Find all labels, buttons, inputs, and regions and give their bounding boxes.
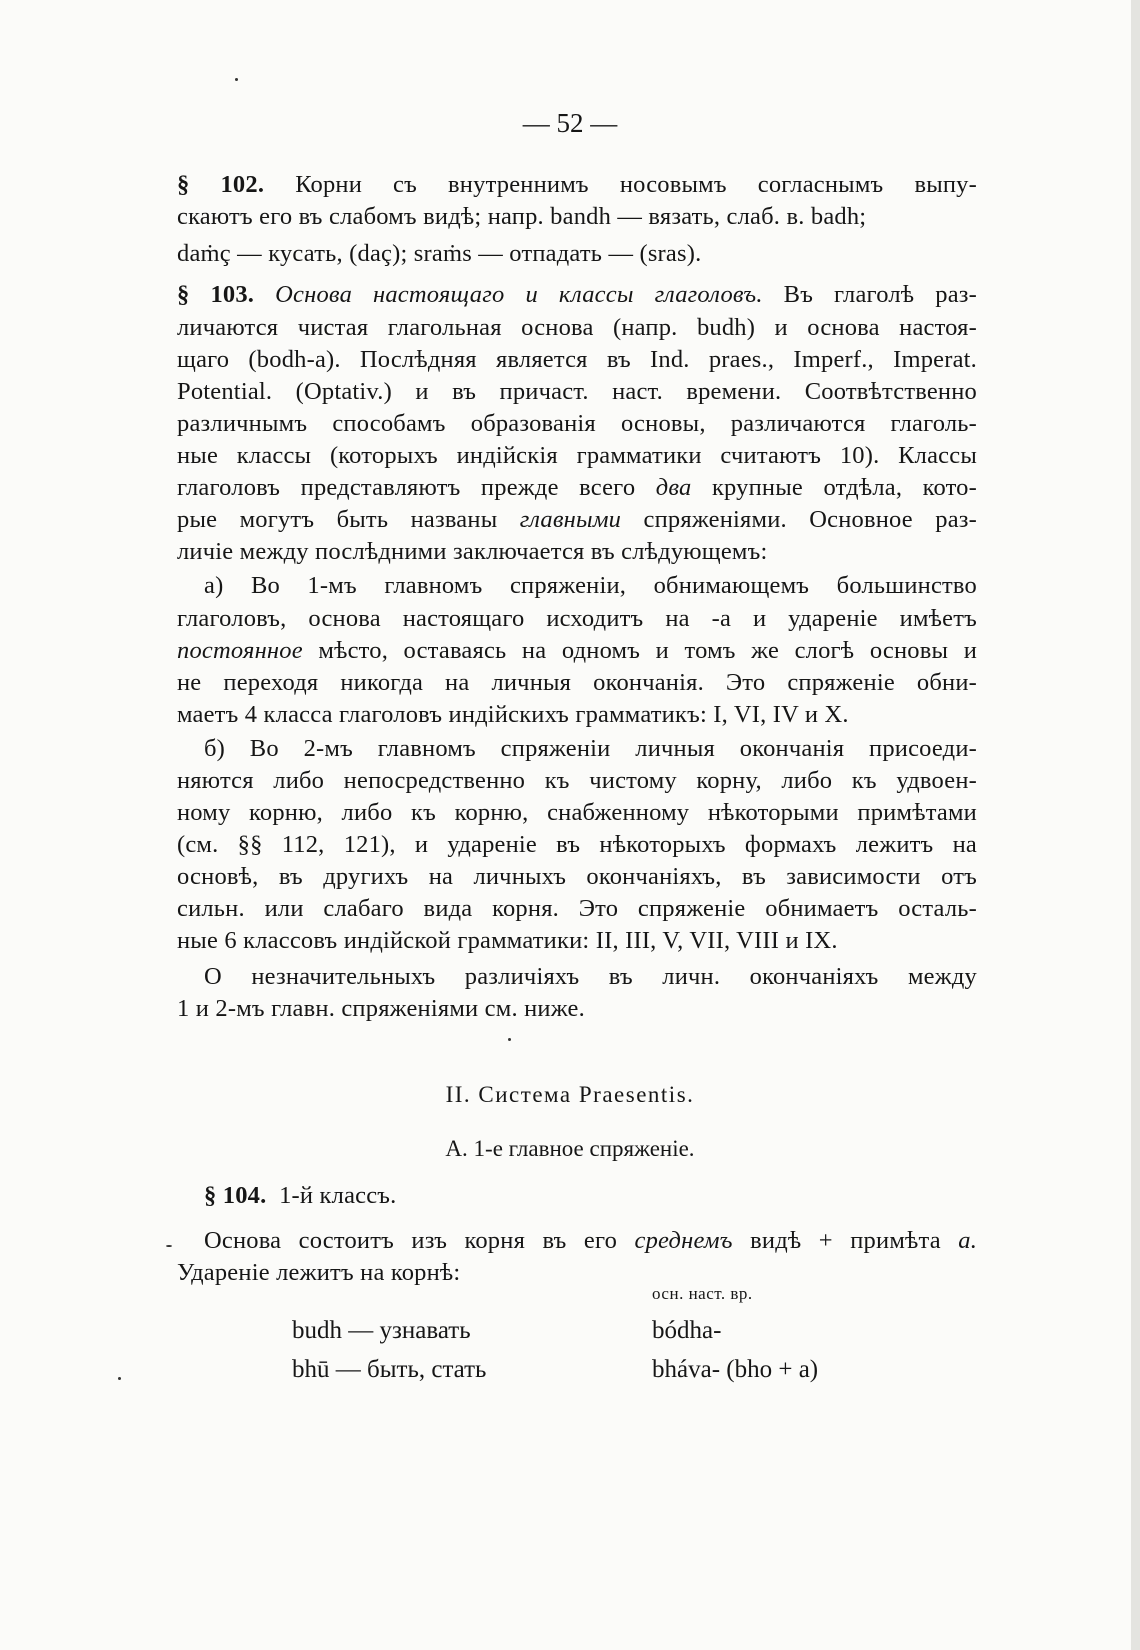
s103-mark: § 103. — [177, 281, 255, 308]
s104-line-1-a: Основа состоитъ изъ корня въ его — [204, 1227, 618, 1254]
s102-line-2: скаютъ его въ слабомъ видѣ; напр. bandh — вязать, слаб. в. badh; — [177, 203, 867, 230]
s103-line-4: Potential. (Optativ.) и въ причаст. наст. времени. Соотвѣтственно — [177, 378, 977, 405]
item-a-line-2: глаголовъ, основа настоящаго исходитъ на -а и удареніе имѣетъ — [177, 605, 977, 632]
item-b-line-2: няются либо непосредственно къ чистому корну, либо къ удвоен- — [177, 767, 977, 794]
s103-line-8-b: спряженіями. Основное раз- — [643, 506, 978, 533]
table-column-header: осн. наст. вр. — [652, 1284, 753, 1303]
s103-line-8-italic: главными — [519, 506, 622, 533]
table-row-2-root: bhū — быть, стать — [292, 1356, 487, 1383]
section-heading: II. Система Praesentis. — [445, 1082, 695, 1107]
item-a-line-1: а) Во 1-мъ главномъ спряженіи, обнимающемъ большинство — [204, 572, 977, 599]
item-a-line-3-italic: постоянное — [177, 637, 303, 664]
s104-title: 1-й классъ. — [279, 1182, 397, 1209]
note-line-1: О незначительныхъ различіяхъ въ личн. окончаніяхъ между — [204, 963, 977, 990]
item-b-line-6: сильн. или слабаго вида корня. Это спряженіе обнимаетъ осталь- — [177, 895, 977, 922]
s104-line-1-italic: среднемъ — [634, 1227, 733, 1254]
item-b-line-7: ные 6 классовъ индійской грамматики: II, III, V, VII, VIII и IX. — [177, 927, 838, 954]
s103-line-7-b: крупные отдѣла, кото- — [711, 474, 977, 501]
scan-speck — [118, 1377, 121, 1380]
s104-line-2: Удареніе лежитъ на корнѣ: — [177, 1259, 461, 1286]
table-row-2-stem: bháva- (bho + a) — [652, 1356, 819, 1383]
item-a-line-4: не переходя никогда на личныя окончанія. Это спряженіе обни- — [177, 669, 977, 696]
s103-line-5: различнымъ способамъ образованія основы, различаются глаголь- — [177, 410, 977, 437]
scan-speck — [166, 1245, 172, 1247]
note-line-2: 1 и 2-мъ главн. спряженіями см. ниже. — [177, 995, 585, 1022]
item-a-line-5: маетъ 4 класса глаголовъ индійскихъ грамматикъ: I, VI, IV и X. — [177, 701, 849, 728]
s103-line-7-italic: два — [655, 474, 692, 501]
s103-line-7-a: глаголовъ представляютъ прежде всего — [177, 474, 636, 501]
item-a-line-3-text: мѣсто, оставаясь на одномъ и томъ же слогѣ основы и — [318, 637, 978, 664]
s102-mark: § 102. — [177, 171, 265, 198]
s103-line-3: щаго (bodh-a). Послѣдняя является въ Ind. praes., Imperf., Imperat. — [177, 346, 977, 373]
s103-title: Основа настоящаго и классы глаголовъ. — [275, 281, 763, 308]
s103-line-8 — [177, 506, 977, 534]
s104-line-1-b: видѣ + примѣта — [750, 1227, 941, 1254]
s103-line-1-text: Въ глаголѣ раз- — [783, 281, 978, 308]
item-a-line-3 — [177, 637, 977, 665]
s103-line-8-a: рые могутъ быть названы — [177, 506, 498, 533]
s102-line-3: daṁç — кусать, (daç); sraṁs — отпадать — (sras). — [177, 240, 702, 267]
s104-mark: § 104. — [204, 1182, 267, 1209]
s104-line-1 — [204, 1227, 977, 1255]
item-b-line-3: ному корню, либо къ корню, снабженному нѣкоторыми примѣтами — [177, 799, 977, 826]
scan-speck — [508, 1038, 511, 1041]
table-row-1-root: budh — узнавать — [292, 1317, 471, 1344]
scan-edge — [1131, 0, 1140, 1650]
s103-line-6: ные классы (которыхъ индійскія грамматики считаютъ 10). Классы — [177, 442, 977, 469]
item-b-line-1: б) Во 2-мъ главномъ спряженіи личныя окончанія присоеди- — [204, 735, 977, 762]
subsection-heading: А. 1-е главное спряженіе. — [445, 1136, 695, 1161]
s102-line-1 — [177, 171, 977, 199]
s104-line-1-italic-2: а. — [958, 1227, 978, 1254]
s103-line-1 — [177, 281, 977, 309]
table-row-1-stem: bódha- — [652, 1317, 722, 1344]
s104-heading — [204, 1182, 397, 1210]
page-number: — 52 — — [522, 108, 618, 138]
s102-line-1-text: Корни съ внутреннимъ носовымъ согласнымъ выпу- — [295, 171, 977, 198]
item-b-line-5: основѣ, въ другихъ на личныхъ окончаніяхъ, въ зависимости отъ — [177, 863, 977, 890]
s103-line-2: личаются чистая глагольная основа (напр. budh) и основа настоя- — [177, 314, 977, 341]
s103-line-7 — [177, 474, 977, 502]
s103-line-9: личіе между послѣдними заключается въ слѣдующемъ: — [177, 538, 768, 565]
scan-speck — [235, 78, 238, 81]
item-b-line-4: (см. §§ 112, 121), и удареніе въ нѣкоторыхъ формахъ лежитъ на — [177, 831, 977, 858]
